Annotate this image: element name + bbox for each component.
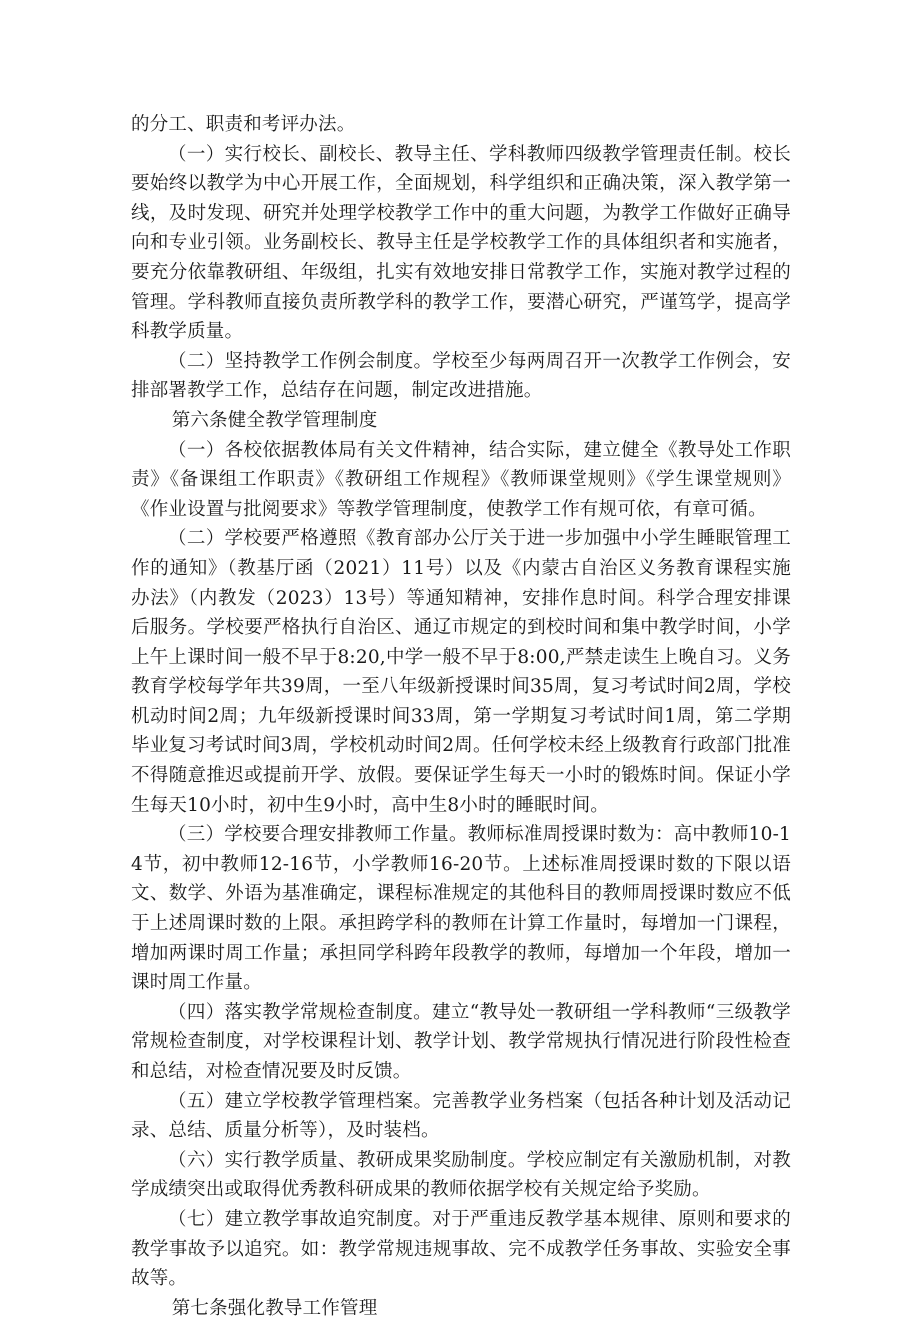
paragraph-continuation: 的分工、职责和考评办法。 xyxy=(131,114,356,135)
paragraph-archives: （五）建立学校教学管理档案。完善教学业务档案（包括各种计划及活动记录、总结、质量分析等），及时装档。 xyxy=(131,1090,791,1142)
paragraph-accountability: （七）建立教学事故追究制度。对于严重违反教学基本规律、原则和要求的教学事故予以追究。如：教学常规违规事故、完不成教学任务事故、实验安全事故等。 xyxy=(131,1208,791,1290)
paragraph-schedule: （二）学校要严格遵照《教育部办公厅关于进一步加强中小学生睡眠管理工作的通知》（教基厅函（2021）11号）以及《内蒙古自治区义务教育课程实施办法》（内教发（2023）13号）等通知精神，安排作息时间。科学合理安排课后服务。学校要严格执行自治区、通辽市规定的到校时间和集中教学时间，小学上午上课时间一般不早于8:20,中学一般不早于8:00,严禁走读生上晚自习。义务教育学校每学年共39周，一至八年级新授课时间35周，复习考试时间2周，学校机动时间2周；九年级新授课时间33周，第一学期复习考试时间1周，第二学期毕业复习考试时间3周，学校机动时间2周。任何学校未经上级教育行政部门批准不得随意推迟或提前开学、放假。要保证学生每天一小时的锻炼时间。保证小学生每天10小时，初中生9小时，高中生8小时的睡眠时间。 xyxy=(131,528,791,816)
article-heading-6: 第六条健全教学管理制度 xyxy=(171,409,378,431)
paragraph-weekly-meeting: （二）坚持教学工作例会制度。学校至少每两周召开一次教学工作例会，安排部署教学工作，总结存在问题，制定改进措施。 xyxy=(131,350,791,402)
paragraph-management-rules: （一）各校依据教体局有关文件精神，结合实际，建立健全《教导处工作职责》《备课组工作职责》《教研组工作规程》《教师课堂规则》《学生课堂规则》《作业设置与批阅要求》等教学管理制度，使教学工作有规可依，有章可循。 xyxy=(131,439,791,520)
paragraph-teacher-workload: （三）学校要合理安排教师工作量。教师标准周授课时数为：高中教师10-14节，初中教师12-16节，小学教师16-20节。上述标准周授课时数的下限以语文、数学、外语为基准确定，课程标准规定的其他科目的教师周授课时数应不低于上述周课时数的上限。承担跨学科的教师在计算工作量时，每增加一门课程，增加两课时周工作量；承担同学科跨年段教学的教师，每增加一个年段，增加一课时周工作量。 xyxy=(131,824,791,994)
document-body xyxy=(131,110,791,1323)
paragraph-responsibility-system: （一）实行校长、副校长、教导主任、学科教师四级教学管理责任制。校长要始终以教学为中心开展工作，全面规划，科学组织和正确决策，深入教学第一线，及时发现、研究并处理学校教学工作中的重大问题，为教学工作做好正确导向和专业引领。业务副校长、教导主任是学校教学工作的具体组织者和实施者，要充分依靠教研组、年级组，扎实有效地安排日常教学工作，实施对教学过程的管理。学科教师直接负责所教学科的教学工作，要潜心研究，严谨笃学，提高学科教学质量。 xyxy=(131,143,791,343)
paragraph-routine-inspection: （四）落实教学常规检查制度。建立“教导处一教研组一学科教师“三级教学常规检查制度，对学校课程计划、教学计划、教学常规执行情况进行阶段性检查和总结，对检查情况要及时反馈。 xyxy=(131,1001,791,1082)
paragraph-rewards: （六）实行教学质量、教研成果奖励制度。学校应制定有关激励机制，对教学成绩突出或取得优秀教科研成果的教师依据学校有关规定给予奖励。 xyxy=(131,1149,791,1201)
article-heading-7: 第七条强化教导工作管理 xyxy=(171,1297,378,1319)
